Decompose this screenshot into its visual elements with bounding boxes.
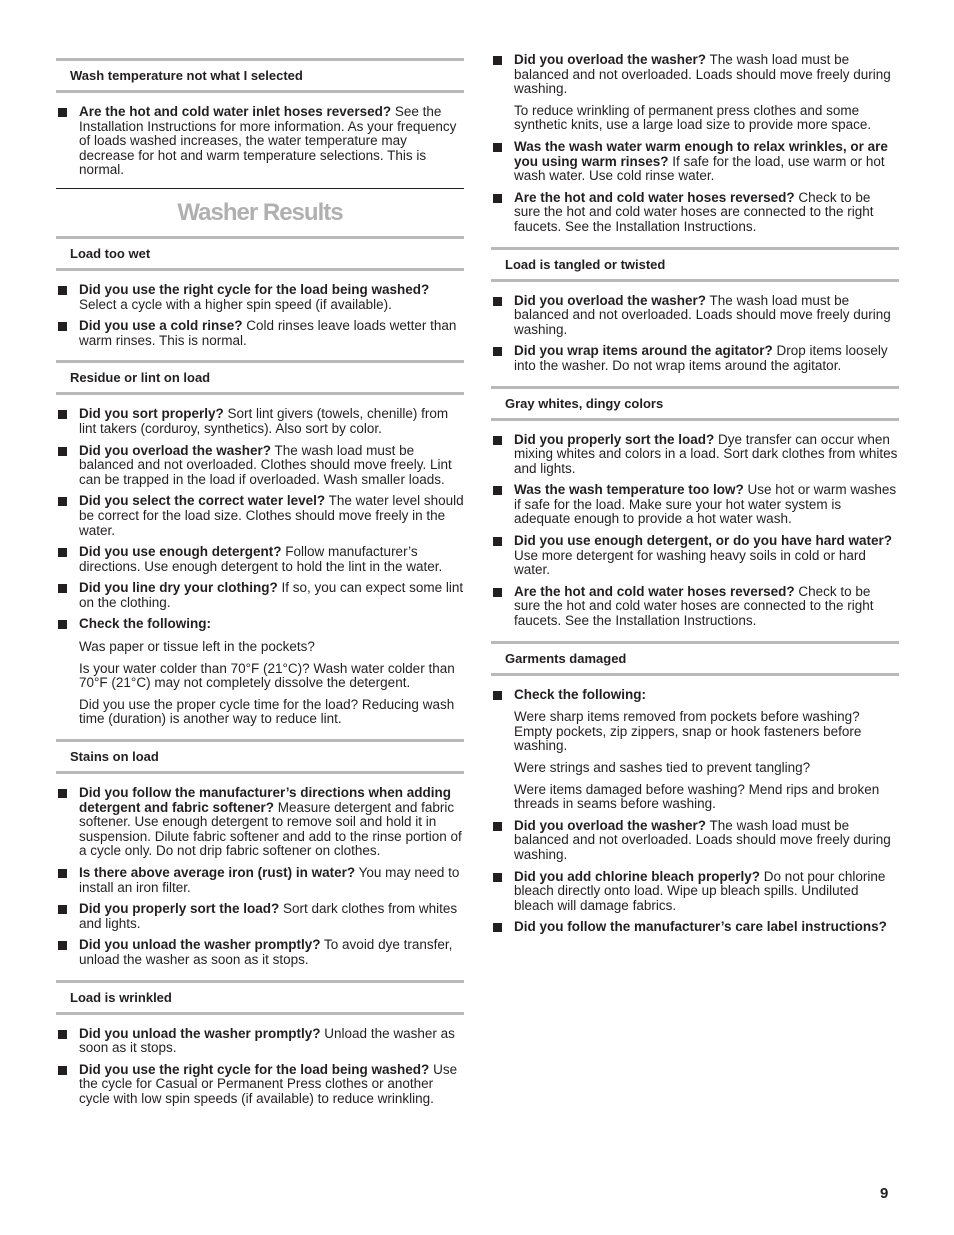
question-text: Did you follow the manufacturer’s directions when adding detergent and fabric softener? bbox=[79, 785, 452, 815]
list-item bbox=[56, 902, 464, 931]
question-text: Did you overload the washer? bbox=[514, 292, 707, 308]
answer-text: Use hot or warm washes if safe for the load. Make sure your hot water system is adequate enough to provide a hot water wash. bbox=[514, 482, 897, 527]
list-item bbox=[491, 819, 899, 863]
bullet-icon bbox=[58, 1030, 67, 1039]
answer-text: Do not pour chlorine bleach directly onto load. Wipe up bleach spills. Undiluted bleach will damage fabrics. bbox=[514, 868, 886, 913]
answer-text: See the Installation Instructions for more information. As your frequency of loads washed increases, the water temperature may decrease for hot and warm temperature selections. This is normal. bbox=[79, 104, 457, 178]
list-item bbox=[56, 866, 464, 895]
sub-paragraph: Was paper or tissue left in the pockets? bbox=[79, 639, 315, 655]
answer-text: To avoid dye transfer, unload the washer as soon as it stops. bbox=[79, 937, 453, 967]
bullet-icon bbox=[493, 486, 502, 495]
left-column bbox=[56, 58, 464, 1114]
list-item bbox=[56, 1063, 464, 1107]
bullet-icon bbox=[58, 286, 67, 295]
answer-text: Drop items loosely into the washer. Do not wrap items around the agitator. bbox=[514, 343, 888, 373]
section-heading-garments-damaged: Garments damaged bbox=[491, 641, 899, 676]
bullet-icon bbox=[58, 584, 67, 593]
section-heading-residue: Residue or lint on load bbox=[56, 360, 464, 395]
list-item bbox=[56, 319, 464, 348]
question-text: Did you overload the washer? bbox=[79, 442, 272, 458]
list-item bbox=[491, 870, 899, 914]
list-item bbox=[56, 494, 464, 538]
list-item bbox=[56, 581, 464, 610]
section-heading-wrinkled: Load is wrinkled bbox=[56, 980, 464, 1015]
list-item bbox=[56, 444, 464, 488]
question-text: Did you sort properly? bbox=[79, 406, 224, 422]
question-text: Did you wrap items around the agitator? bbox=[514, 343, 773, 359]
answer-text: The water level should be correct for the load size. Clothes should move freely in the water. bbox=[79, 493, 464, 538]
question-text: Was the wash water warm enough to relax wrinkles, or are you using warm rinses? bbox=[514, 138, 888, 169]
answer-text: Use more detergent for washing heavy soils in cold or hard water. bbox=[514, 547, 866, 578]
page-number: 9 bbox=[880, 1185, 889, 1202]
question-text: Did you properly sort the load? bbox=[79, 901, 280, 917]
section-heading-stains: Stains on load bbox=[56, 739, 464, 774]
list-item bbox=[56, 1027, 464, 1056]
bullet-icon bbox=[493, 923, 502, 932]
bullet-icon bbox=[58, 941, 67, 950]
question-text: Did you use enough detergent, or do you have hard water? bbox=[514, 533, 893, 549]
question-text: Did you overload the washer? bbox=[514, 817, 707, 833]
bullet-icon bbox=[58, 322, 67, 331]
list-item bbox=[56, 786, 464, 859]
section-heading-gray-whites: Gray whites, dingy colors bbox=[491, 386, 899, 421]
bullet-icon bbox=[58, 1066, 67, 1075]
list-item bbox=[491, 688, 899, 703]
bullet-icon bbox=[58, 548, 67, 557]
question-text: Did you line dry your clothing? bbox=[79, 580, 278, 596]
answer-text: Cold rinses leave loads wetter than warm rinses. This is normal. bbox=[79, 318, 457, 348]
section-heading-load-too-wet: Load too wet bbox=[56, 236, 464, 271]
sub-paragraph: Did you use the proper cycle time for the load? Reducing wash time (duration) is another way to reduce lint. bbox=[79, 696, 455, 727]
bullet-icon bbox=[493, 143, 502, 152]
bullet-icon bbox=[493, 347, 502, 356]
bullet-icon bbox=[493, 194, 502, 203]
answer-text: Select a cycle with a higher spin speed (if available). bbox=[79, 296, 392, 312]
bullet-icon bbox=[58, 905, 67, 914]
question-text: Did you use the right cycle for the load being washed? bbox=[79, 281, 430, 297]
list-item bbox=[56, 545, 464, 574]
answer-text: If so, you can expect some lint on the clothing. bbox=[79, 580, 464, 610]
list-item bbox=[56, 407, 464, 436]
question-text: Was the wash temperature too low? bbox=[514, 482, 744, 498]
question-text: Did you unload the washer promptly? bbox=[79, 937, 321, 953]
list-item bbox=[491, 920, 899, 935]
answer-text: The wash load must be balanced and not overloaded. Loads should move freely during washing. bbox=[514, 292, 891, 337]
answer-text: If safe for the load, use warm or hot wash water. Use cold rinse water. bbox=[514, 153, 885, 184]
question-text: Are the hot and cold water inlet hoses reversed? bbox=[79, 104, 392, 119]
list-item bbox=[491, 344, 899, 373]
answer-text: Sort lint givers (towels, chenille) from lint takers (corduroy, synthetics). Also sort by color. bbox=[79, 406, 449, 436]
question-text: Is there above average iron (rust) in water? bbox=[79, 865, 356, 880]
sub-paragraph: Were sharp items removed from pockets before washing? Empty pockets, zip zippers, snap or hook fasteners before washing. bbox=[514, 709, 862, 754]
answer-text: Dye transfer can occur when mixing whites and colors in a load. Sort dark clothes from whites and lights. bbox=[514, 431, 898, 476]
sub-paragraph: To reduce wrinkling of permanent press clothes and some synthetic knits, use a large load size to provide more space. bbox=[514, 102, 872, 133]
answer-text: Sort dark clothes from whites and lights. bbox=[79, 901, 458, 931]
question-text: Did you follow the manufacturer’s care label instructions? bbox=[514, 919, 887, 935]
bullet-icon bbox=[493, 537, 502, 546]
list-item bbox=[56, 283, 464, 312]
bullet-icon bbox=[493, 297, 502, 306]
page-title: Washer Results bbox=[177, 198, 343, 226]
list-item bbox=[491, 191, 899, 235]
question-text: Did you add chlorine bleach properly? bbox=[514, 868, 761, 884]
answer-text: You may need to install an iron filter. bbox=[79, 865, 460, 895]
bullet-icon bbox=[493, 691, 502, 700]
question-text: Did you use a cold rinse? bbox=[79, 318, 243, 334]
list-item bbox=[491, 433, 899, 477]
bullet-icon bbox=[58, 108, 67, 117]
bullet-icon bbox=[493, 588, 502, 597]
question-text: Did you unload the washer promptly? bbox=[79, 1025, 321, 1041]
list-item bbox=[491, 483, 899, 527]
question-text: Are the hot and cold water hoses reversed? bbox=[514, 583, 795, 599]
list-item bbox=[491, 534, 899, 578]
list-item bbox=[491, 294, 899, 338]
sub-paragraph: Were strings and sashes tied to prevent tangling? bbox=[514, 760, 811, 775]
bullet-icon bbox=[58, 497, 67, 506]
bullet-icon bbox=[58, 869, 67, 878]
list-item bbox=[491, 585, 899, 629]
answer-text: Follow manufacturer’s directions. Use enough detergent to hold the lint in the water. bbox=[79, 544, 443, 574]
answer-text: The wash load must be balanced and not overloaded. Loads should move freely during washing. bbox=[514, 817, 891, 862]
answer-text: Measure detergent and fabric softener. Use enough detergent to remove soil and hold it in suspension. Dilute fabric softener and add to the rinse portion of a cycle only. Do not drip fabric softener on clothes. bbox=[79, 799, 462, 859]
bullet-icon bbox=[58, 447, 67, 456]
list-item bbox=[491, 53, 899, 97]
bullet-icon bbox=[58, 620, 67, 629]
section-heading-wash-temperature: Wash temperature not what I selected bbox=[56, 58, 464, 93]
bullet-icon bbox=[58, 789, 67, 798]
answer-text: Unload the washer as soon as it stops. bbox=[79, 1025, 455, 1056]
question-text: Did you use enough detergent? bbox=[79, 544, 282, 560]
bullet-icon bbox=[493, 873, 502, 882]
question-text: Did you properly sort the load? bbox=[514, 431, 715, 447]
question-text: Are the hot and cold water hoses reversed? bbox=[514, 189, 795, 205]
question-text: Did you overload the washer? bbox=[514, 52, 707, 67]
right-column bbox=[491, 53, 899, 942]
list-item bbox=[56, 105, 464, 178]
answer-text: Use the cycle for Casual or Permanent Press clothes or another cycle with low spin speeds (if available) to reduce wrinkling. bbox=[79, 1061, 458, 1106]
bullet-icon bbox=[493, 56, 502, 65]
answer-text: Check to be sure the hot and cold water hoses are connected to the right faucets. See the Installation Instructions. bbox=[514, 583, 874, 629]
bullet-icon bbox=[493, 822, 502, 831]
list-item bbox=[56, 938, 464, 967]
answer-text: Check to be sure the hot and cold water hoses are connected to the right faucets. See the Installation Instructions. bbox=[514, 189, 874, 234]
answer-text: The wash load must be balanced and not overloaded. Loads should move freely during washing. bbox=[514, 52, 891, 97]
answer-text: The wash load must be balanced and not overloaded. Clothes should move freely. Lint can be trapped in the load if overloaded. Wash smaller loads. bbox=[79, 442, 452, 487]
bullet-icon bbox=[58, 410, 67, 419]
sub-paragraph: Is your water colder than 70°F (21°C)? Wash water colder than 70°F (21°C) may not completely dissolve the detergent. bbox=[79, 660, 455, 691]
list-item bbox=[491, 140, 899, 184]
list-item bbox=[56, 617, 464, 632]
sub-paragraph: Were items damaged before washing? Mend rips and broken threads in seams before washing. bbox=[514, 781, 880, 812]
question-text: Check the following: bbox=[79, 616, 212, 632]
question-text: Did you select the correct water level? bbox=[79, 493, 326, 509]
question-text: Did you use the right cycle for the load being washed? bbox=[79, 1061, 430, 1077]
bullet-icon bbox=[493, 436, 502, 445]
section-heading-tangled: Load is tangled or twisted bbox=[491, 247, 899, 282]
question-text: Check the following: bbox=[514, 686, 647, 702]
